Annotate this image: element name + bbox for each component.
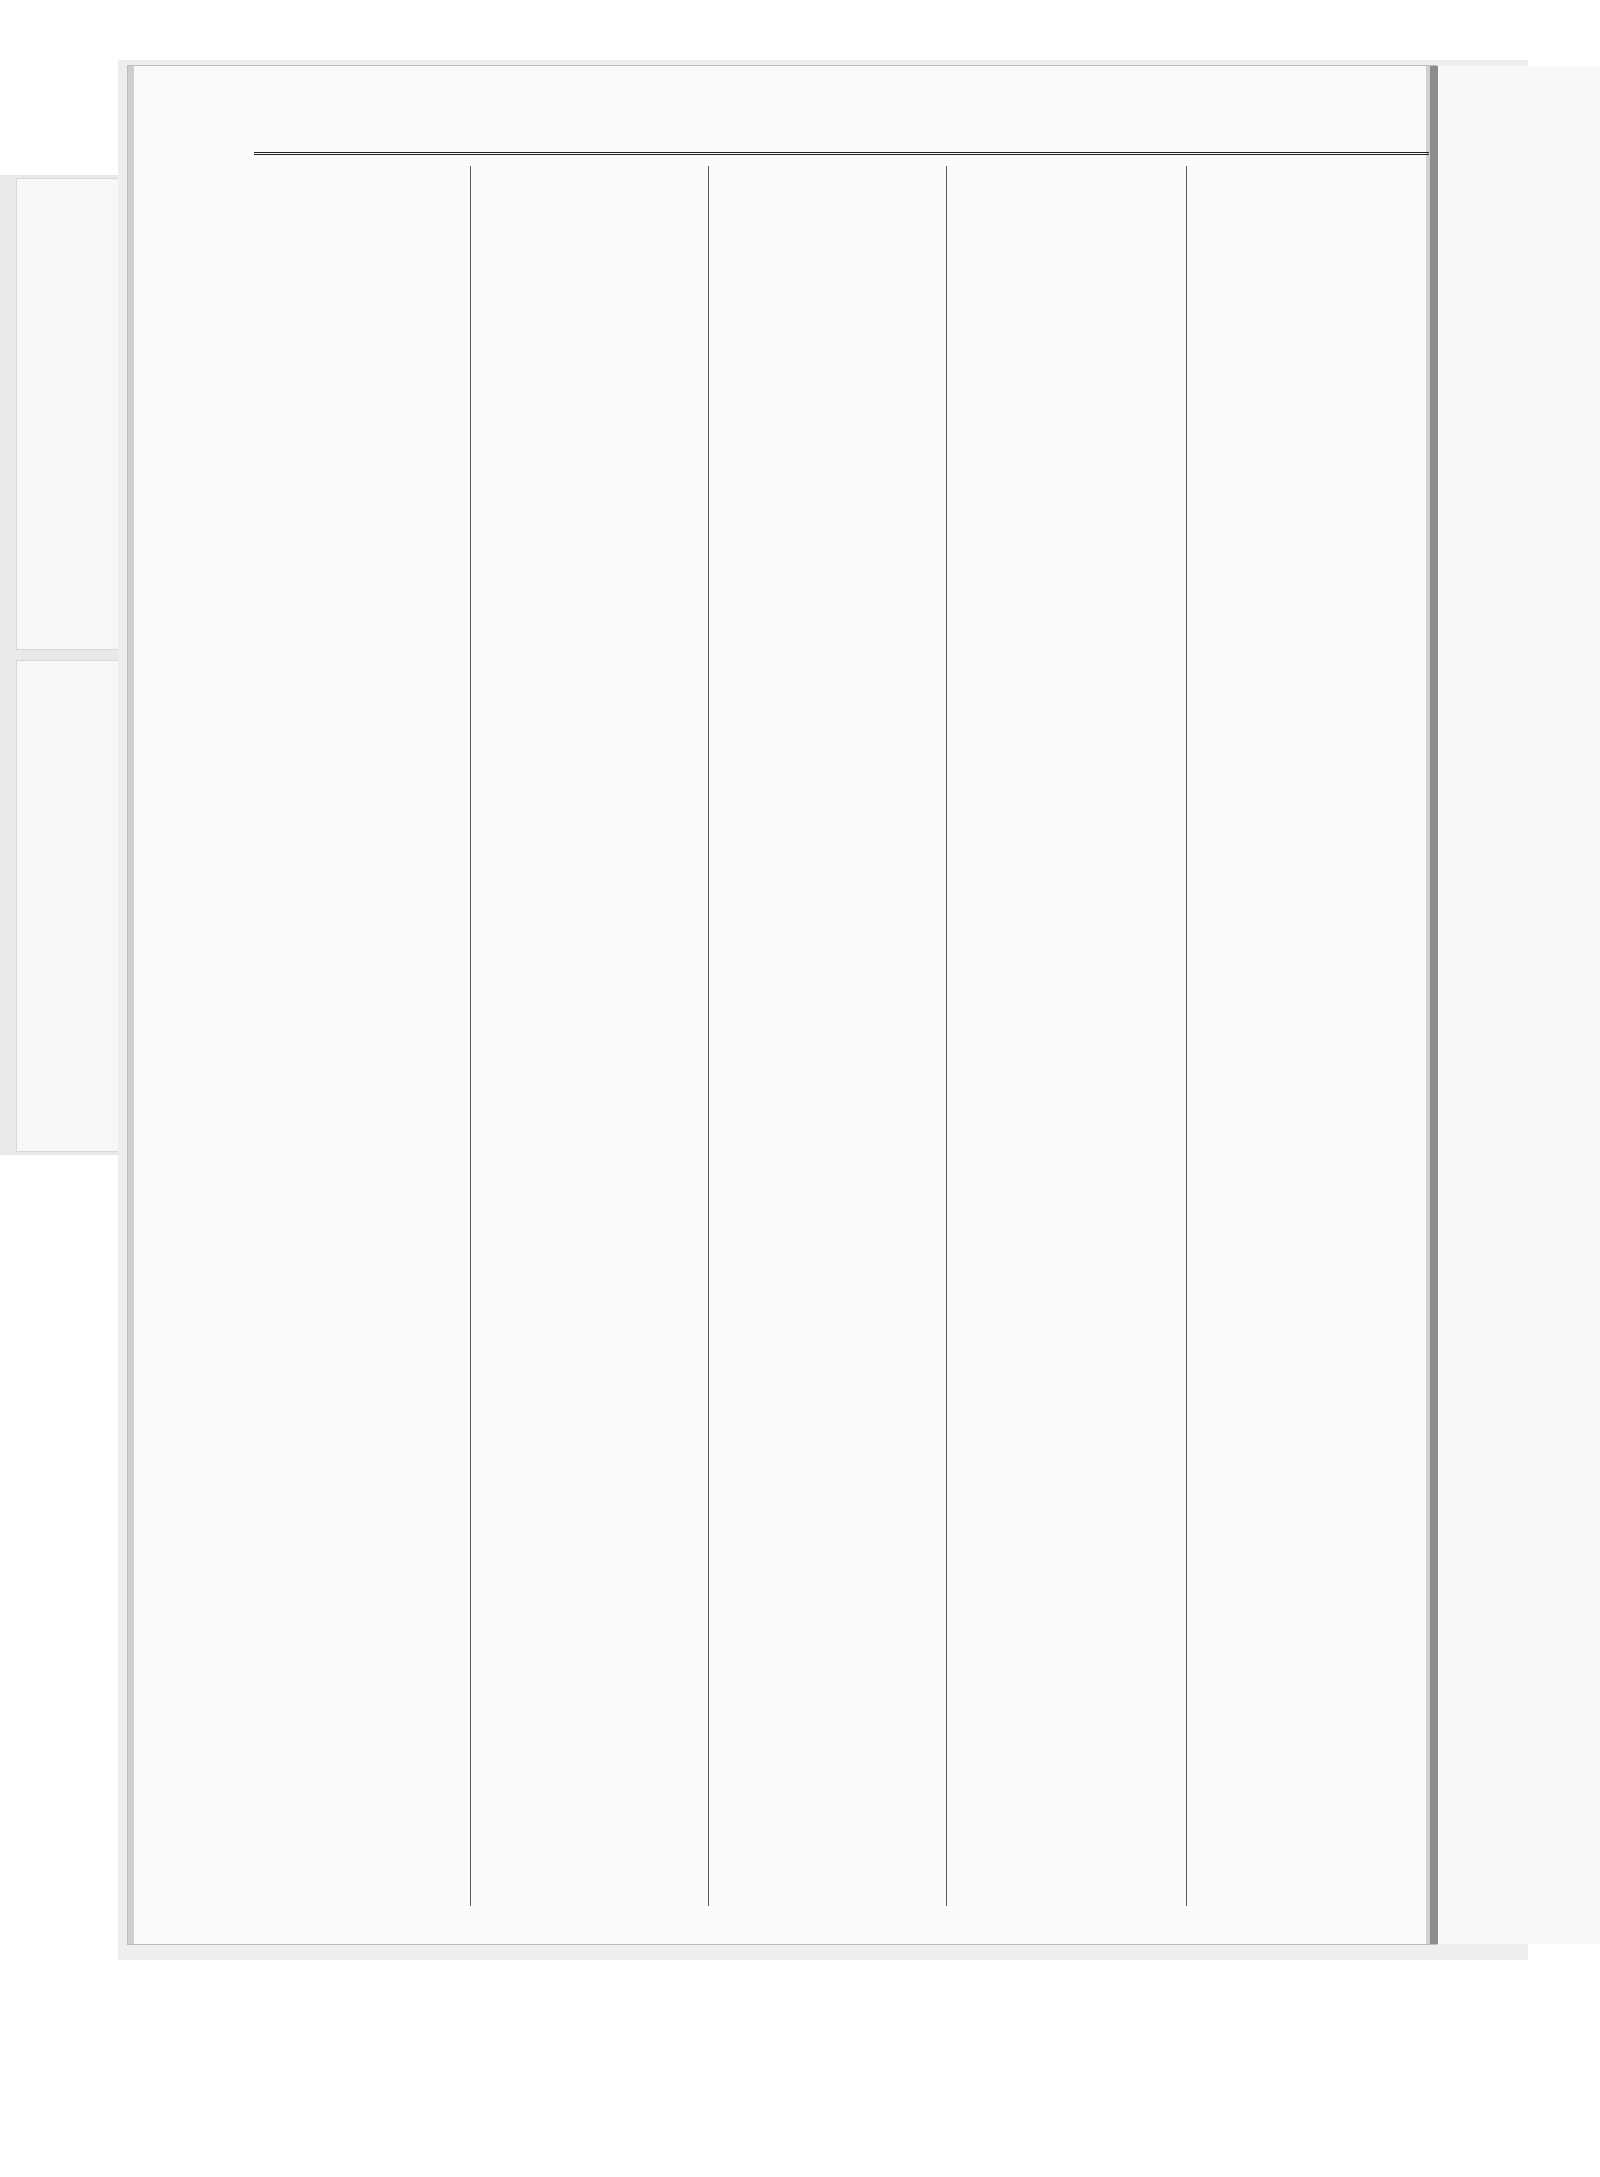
directory-column-4 [954, 166, 1182, 1906]
page-gutter [1430, 66, 1438, 1944]
scanned-page [128, 66, 1436, 1944]
directory-column-5 [1194, 166, 1422, 1906]
soiled-document-label-box [16, 660, 122, 1152]
page-header [254, 118, 1434, 162]
header-rule [254, 152, 1429, 155]
next-page-fragment [1438, 66, 1600, 1944]
directory-columns [240, 166, 1440, 1906]
directory-column-3 [716, 166, 944, 1906]
directory-column-1 [240, 166, 468, 1906]
directory-column-2 [478, 166, 706, 1906]
bleed-through-label-box [16, 178, 122, 650]
